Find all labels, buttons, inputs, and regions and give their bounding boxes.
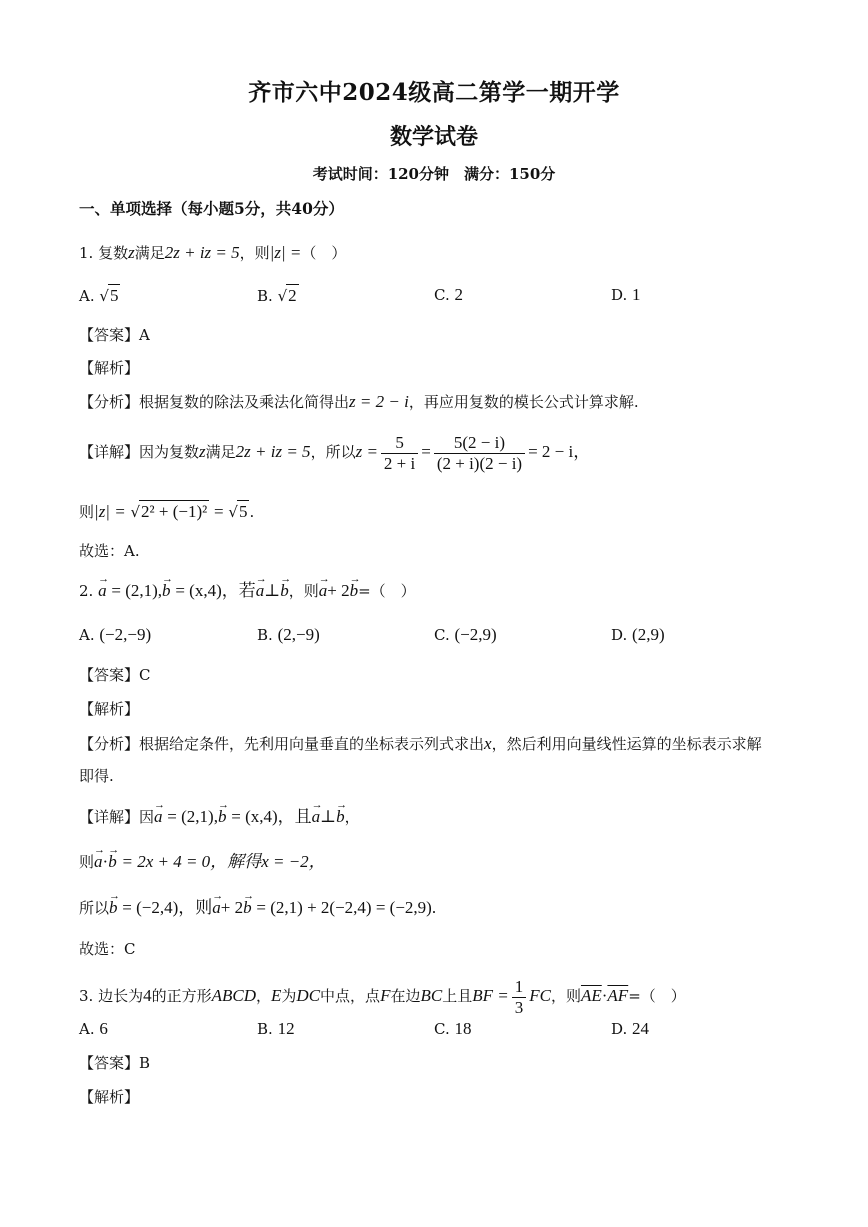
q1-stem bbox=[79, 242, 346, 264]
q3-fraction: $\frac{1}{3}$ bbox=[512, 977, 527, 1018]
section-heading: 一、单项选择（每小题5分，共40分） bbox=[79, 199, 344, 218]
q2-detail-1: 【详解】因→ a = (2,1),→ b = (x,4)，且→ a⊥→ b， bbox=[79, 806, 360, 828]
q1-option-a: A. √5 bbox=[79, 286, 119, 305]
q2-stem: 2. → a = (2,1),→ b = (x,4)，若→ a⊥→ b，则→ a+ 2→ b=（ ） bbox=[79, 580, 416, 602]
q1-jiexi: 【解析】 bbox=[79, 359, 140, 377]
q2-fenxi-1: 【分析】根据给定条件，先利用向量垂直的坐标表示列式求出x，然后利用向量线性运算的坐标表示求解 bbox=[79, 734, 762, 753]
q3-answer: 【答案】B bbox=[79, 1054, 151, 1072]
q1-fraction-2: $\frac{5(2 - i)}{(2 + i)(2 - i)}$ bbox=[434, 433, 525, 474]
q1-detail: 【详解】因为复数z满足2z + iz = 5，所以z = $\frac{5}{2 + i}$ = $\frac{5(2 - i)}{(2 + i)(2 - i)}$ = 2 − i， bbox=[79, 432, 591, 473]
q1-option-b: B. √2 bbox=[257, 286, 297, 305]
q2-fenxi-2: 即得. bbox=[79, 767, 114, 785]
q3-option-a: A. 6 bbox=[79, 1019, 108, 1038]
q2-option-a: A. (−2,−9) bbox=[79, 625, 152, 644]
exam-title: 齐市六中2024级高二第学一期开学 bbox=[248, 79, 620, 106]
q1-equation: 2z + iz = 5 bbox=[164, 243, 240, 262]
q2-detail-3: 所以→ b = (−2,4)，则→ a+ 2→ b = (2,1) + 2(−2,4) = (−2,9). bbox=[79, 897, 436, 919]
exam-subtitle: 数学试卷 bbox=[389, 124, 478, 150]
q1-prefix: 1. 复数 bbox=[79, 244, 129, 262]
q3-stem: 3. 边长为4的正方形ABCD，E为DC中点，点F在边BC上且BF = $\frac{1}{3}$ FC，则AE·AF=（ ） bbox=[79, 976, 686, 1017]
q2-jiexi: 【解析】 bbox=[79, 700, 140, 718]
q3-option-d: D. 24 bbox=[611, 1019, 650, 1038]
q1-fenxi: 【分析】根据复数的除法及乘法化简得出z = 2 − i，再应用复数的模长公式计算求解. bbox=[79, 392, 639, 411]
q1-modulus-line: 则|z| = √2² + (−1)² = √5 . bbox=[79, 502, 255, 521]
q1-var-z: z bbox=[128, 243, 135, 262]
q3-option-b: B. 12 bbox=[257, 1019, 295, 1038]
q1-option-d: D. 1 bbox=[611, 285, 641, 304]
q2-choose: 故选：C bbox=[79, 940, 136, 958]
q1-paren: （ ） bbox=[301, 244, 347, 262]
q1-fraction-1: $\frac{5}{2 + i}$ bbox=[381, 433, 418, 474]
exam-meta: 考试时间：120分钟 满分：150分 bbox=[312, 165, 556, 183]
q2-option-b: B. (2,−9) bbox=[257, 625, 320, 644]
q1-choose: 故选：A. bbox=[79, 542, 140, 560]
q2-option-d: D. (2,9) bbox=[611, 625, 665, 644]
q3-jiexi: 【解析】 bbox=[79, 1088, 140, 1106]
q1-mid: 满足 bbox=[134, 244, 165, 262]
q1-then: ，则 bbox=[239, 244, 270, 262]
q2-detail-2: 则→ a·→ b = 2x + 4 = 0，解得x = −2， bbox=[79, 851, 326, 873]
q2-answer: 【答案】C bbox=[79, 666, 151, 684]
q1-answer: 【答案】A bbox=[79, 326, 150, 344]
q3-option-c: C. 18 bbox=[434, 1019, 472, 1038]
q2-option-c: C. (−2,9) bbox=[434, 625, 497, 644]
q1-ask: |z| = bbox=[269, 243, 302, 262]
q1-option-c: C. 2 bbox=[434, 285, 463, 304]
